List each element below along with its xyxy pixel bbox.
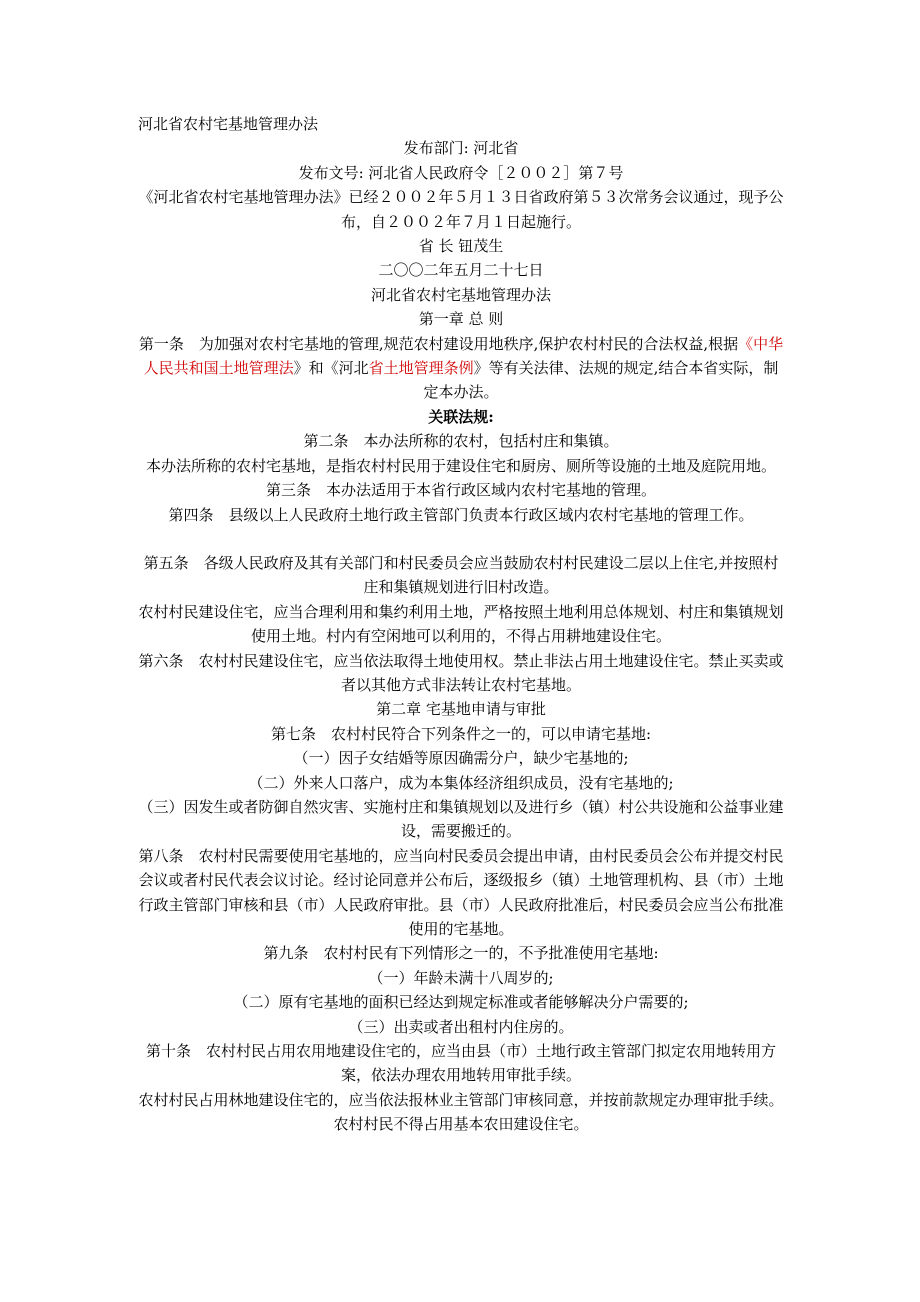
article-1-text-a: 第一条 为加强对农村宅基地的管理,规范农村建设用地秩序,保护农村村民的合法权益,根据 — [138, 334, 739, 353]
land-regulation-link[interactable]: 省土地管理条例 — [368, 359, 474, 378]
article-6: 第六条 农村村民建设住宅，应当依法取得土地使用权。禁止非法占用土地建设住宅。禁止买卖或者以其他方式非法转让农村宅基地。 — [138, 651, 784, 694]
article-4: 第四条 县级以上人民政府土地行政主管部门负责本行政区域内农村宅基地的管理工作。 — [168, 505, 754, 524]
article-5: 第五条 各级人民政府及其有关部门和村民委员会应当鼓励农村村民建设二层以上住宅,并按照村庄和集镇规划进行旧村改造。 — [143, 553, 779, 597]
article-10: 第十条 农村村民占用农用地建设住宅的，应当由县（市）土地行政主管部门拟定农用地转用方案，依法办理农用地转用审批手续。 — [145, 1042, 776, 1085]
document-number: 发布文号: 河北省人民政府令［２００２］第７号 — [298, 163, 624, 182]
chapter-2-heading: 第二章 宅基地申请与审批 — [376, 700, 546, 719]
preamble: 《河北省农村宅基地管理办法》已经２００２年５月１３日省政府第５３次常务会议通过，现予公布，自２００２年７月１日起施行。 — [138, 188, 784, 231]
article-10-paragraph-2: 农村村民占用林地建设住宅的，应当依法报林业主管部门审核同意，并按前款规定办理审批手续。 — [138, 1090, 784, 1109]
document-title: 河北省农村宅基地管理办法 — [138, 115, 319, 133]
article-3: 第三条 本办法适用于本省行政区域内农村宅基地的管理。 — [265, 481, 656, 500]
land-law-link[interactable]: 中华人民共和国土地管理法 — [143, 334, 784, 378]
article-7-item-3: （三）因发生或者防御自然灾害、实施村庄和集镇规划以及进行乡（镇）村公共设施和公益事业建设，需要搬迁的。 — [138, 797, 784, 841]
blank-line — [138, 527, 784, 551]
article-1-text-b: 》等有关法律、法规的规定,结合本省实际，制定本办法。 — [423, 359, 779, 402]
article-5-paragraph-2: 农村村民建设住宅，应当合理利用和集约利用土地，严格按照土地利用总体规划、村庄和集镇规划使用土地。村内有空闲地可以利用的，不得占用耕地建设住宅。 — [138, 602, 784, 646]
article-7-item-2: （二）外来人口落户，成为本集体经济组织成员，没有宅基地的; — [248, 773, 674, 792]
article-2-paragraph-2: 本办法所称的农村宅基地，是指农村村民用于建设住宅和厨房、厕所等设施的土地及庭院用地。 — [145, 456, 776, 475]
article-1 — [138, 332, 784, 405]
issuer-line: 发布部门: 河北省 — [403, 139, 519, 158]
article-9: 第九条 农村村民有下列情形之一的，不予批准使用宅基地: — [263, 944, 659, 963]
issue-date: 二〇〇二年五月二十七日 — [378, 261, 544, 280]
article-9-item-2: （二）原有宅基地的面积已经达到规定标准或者能够解决分户需要的; — [233, 993, 689, 1012]
document-page — [138, 112, 784, 1137]
governor-signature: 省 长 钮茂生 — [418, 237, 504, 256]
regulation-title: 河北省农村宅基地管理办法 — [370, 285, 551, 304]
article-8: 第八条 农村村民需要使用宅基地的，应当向村民委员会提出申请，由村民委员会公布并提交村民会议或者村民代表会议讨论。经讨论同意并公布后，逐级报乡（镇）土地管理机构、县（市）土地行政主管部门审核和县（市）人民政府审批。县（市）人民政府批准后，村民委员会应当公布批准使用的宅基地。 — [138, 846, 784, 938]
article-1-quote-open: 《 — [738, 334, 754, 353]
chapter-1-heading: 第一章 总 则 — [418, 310, 504, 329]
related-regulations-label: 关联法规: — [428, 407, 494, 426]
article-2: 第二条 本办法所称的农村，包括村庄和集镇。 — [303, 432, 619, 451]
article-1-quote-mid: 》和《河北 — [293, 359, 369, 378]
article-10-paragraph-3: 农村村民不得占用基本农田建设住宅。 — [333, 1115, 589, 1134]
article-7: 第七条 农村村民符合下列条件之一的，可以申请宅基地: — [270, 724, 652, 743]
article-7-item-1: （一）因子女结婚等原因确需分户，缺少宅基地的; — [293, 749, 629, 768]
article-9-item-1: （一）年龄未满十八周岁的; — [368, 968, 554, 987]
article-9-item-3: （三）出卖或者出租村内住房的。 — [348, 1017, 574, 1036]
